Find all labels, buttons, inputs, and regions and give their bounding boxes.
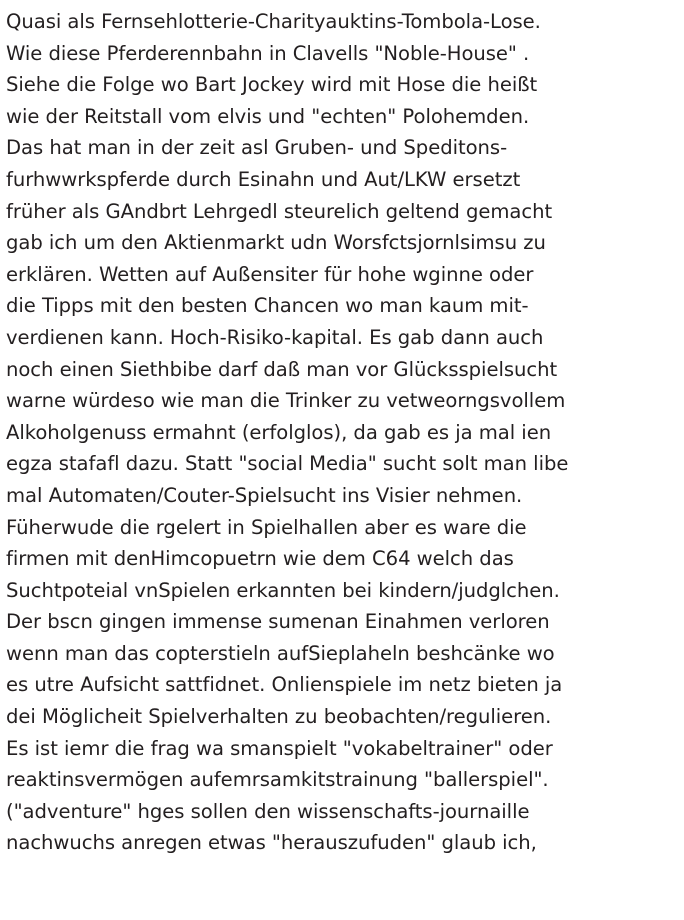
text-line: ("adventure" hges sollen den wissenschafts-journaille [6, 799, 530, 823]
text-line: dei Möglicheit Spielverhalten zu beobachten/regulieren. [6, 705, 552, 729]
text-line: gab ich um den Aktienmarkt udn Worsfctsjornlsimsu zu [6, 231, 546, 255]
text-line: Quasi als Fernsehlotterie-Charityauktins-Tombola-Lose. [6, 10, 541, 33]
text-line: es utre Aufsicht sattfidnet. Onlienspiele im netz bieten ja [6, 673, 563, 697]
text-line: Alkoholgenuss ermahnt (erfolglos), da gab es ja mal ien [6, 420, 552, 444]
text-line: Füherwude die rgelert in Spielhallen aber es ware die [6, 515, 527, 539]
text-line: die Tipps mit den besten Chancen wo man kaum mit- [6, 294, 529, 318]
text-line: reaktinsvermögen aufemrsamkitstrainung "ballerspiel". [6, 768, 549, 792]
text-line: mal Automaten/Couter-Spielsucht ins Visier nehmen. [6, 483, 523, 507]
text-line: furhwwrkspferde durch Esinahn und Aut/LKW ersetzt [6, 167, 521, 191]
text-line: früher als GAndbrt Lehrgedl steurelich geltend gemacht [6, 199, 553, 223]
text-line: erklären. Wetten auf Außensiter für hohe wginne oder [6, 262, 534, 286]
text-line: Der bscn gingen immense sumenan Einahmen verloren [6, 610, 550, 634]
text-line: wenn man das copterstieln aufSieplaheln beshcänke wo [6, 641, 555, 665]
text-line: verdienen kann. Hoch-Risiko-kapital. Es gab dann auch [6, 325, 544, 349]
text-line: nachwuchs anregen etwas "herauszufuden" glaub ich, [6, 831, 537, 855]
text-line: Suchtpoteial vnSpielen erkannten bei kindern/judglchen. [6, 578, 560, 602]
text-line: firmen mit denHimcopuetrn wie dem C64 welch das [6, 547, 514, 571]
text-line: egza stafafl dazu. Statt "social Media" sucht solt man libe [6, 452, 569, 476]
text-line: wie der Reitstall vom elvis und "echten" Polohemden. [6, 104, 530, 128]
text-line: warne würdeso wie man die Trinker zu vetweorngsvollem [6, 389, 566, 413]
text-line: Es ist iemr die frag wa smanspielt "vokabeltrainer" oder [6, 736, 553, 760]
text-line: Das hat man in der zeit asl Gruben- und Speditons- [6, 136, 508, 160]
text-line: Siehe die Folge wo Bart Jockey wird mit Hose die heißt [6, 73, 538, 97]
text-line: Wie diese Pferderennbahn in Clavells "Noble-House" . [6, 41, 530, 65]
text-line: noch einen Siethbibe darf daß man vor Glücksspielsucht [6, 357, 558, 381]
